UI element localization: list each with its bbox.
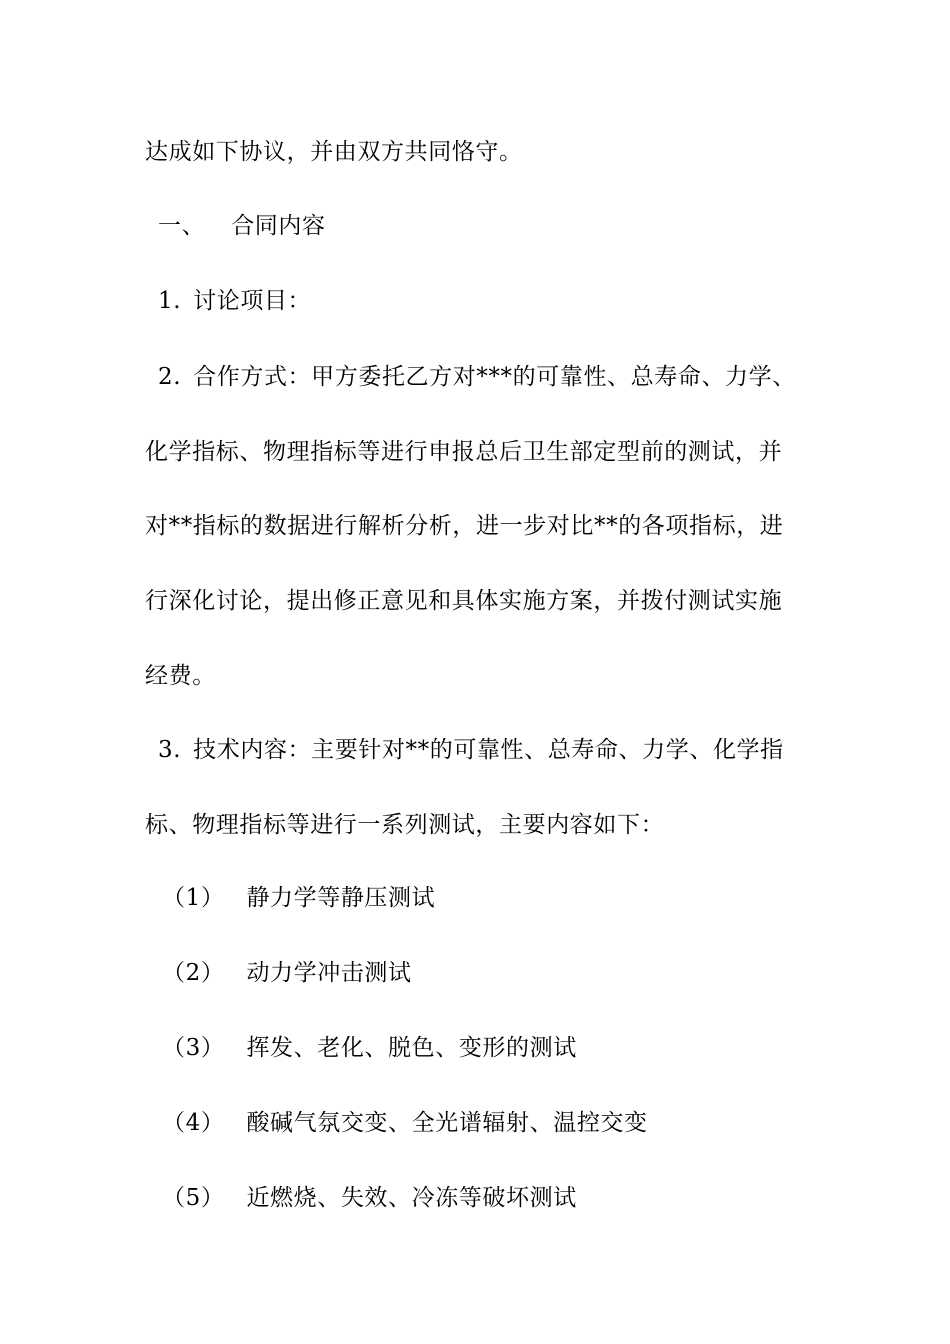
paragraph-text: 行深化讨论，提出修正意见和具体实施方案，并拨付测试实施 — [145, 588, 783, 614]
paragraph-line — [145, 586, 782, 616]
intro-paragraph — [145, 137, 523, 167]
sub-list-text: 酸碱气氛交变、全光谱辐射、温控交变 — [246, 1110, 648, 1136]
sub-list-text: 动力学冲击测试 — [246, 960, 412, 986]
paragraph-line — [145, 810, 664, 840]
sub-list-number: （3） — [162, 1035, 225, 1061]
sub-list-text: 挥发、老化、脱色、变形的测试 — [246, 1035, 577, 1061]
sub-list-number: （5） — [162, 1185, 225, 1211]
section-title: 合同内容 — [231, 213, 326, 239]
section-heading — [158, 211, 326, 241]
list-item-number: 2. — [158, 364, 182, 390]
list-item-number: 3. — [158, 737, 182, 763]
list-item-text: 讨论项目： — [193, 288, 312, 314]
sub-list-item — [162, 1108, 648, 1138]
paragraph-line — [145, 661, 216, 691]
sub-list-number: （4） — [162, 1110, 225, 1136]
intro-text: 达成如下协议，并由双方共同恪守。 — [145, 139, 523, 165]
list-item-3 — [158, 735, 784, 765]
sub-list-item — [162, 1183, 577, 1213]
paragraph-text: 标、物理指标等进行一系列测试，主要内容如下： — [145, 812, 665, 838]
paragraph-text: 对**指标的数据进行解析分析，进一步对比**的各项指标，进 — [145, 513, 784, 539]
sub-list-item — [162, 883, 435, 913]
sub-list-text: 近燃烧、失效、冷冻等破坏测试 — [246, 1185, 577, 1211]
list-item-text: 技术内容：主要针对**的可靠性、总寿命、力学、化学指 — [193, 737, 784, 763]
paragraph-line — [145, 511, 783, 541]
list-item-1 — [158, 286, 311, 316]
list-item-2 — [158, 362, 796, 392]
sub-list-item — [162, 958, 412, 988]
paragraph-text: 经费。 — [145, 663, 216, 689]
paragraph-text: 化学指标、物理指标等进行申报总后卫生部定型前的测试，并 — [145, 439, 783, 465]
sub-list-number: （1） — [162, 885, 225, 911]
section-number: 一、 — [158, 213, 206, 239]
sub-list-text: 静力学等静压测试 — [246, 885, 436, 911]
list-item-number: 1. — [158, 288, 182, 314]
sub-list-item — [162, 1033, 577, 1063]
list-item-text: 合作方式：甲方委托乙方对***的可靠性、总寿命、力学、 — [193, 364, 796, 390]
sub-list-number: （2） — [162, 960, 225, 986]
paragraph-line — [145, 437, 782, 467]
